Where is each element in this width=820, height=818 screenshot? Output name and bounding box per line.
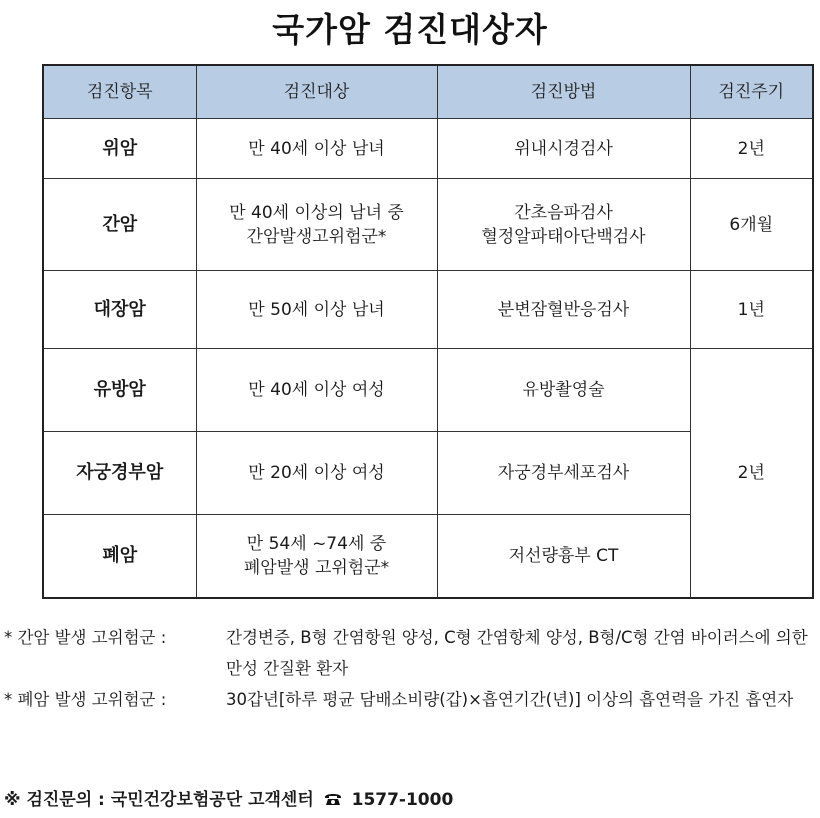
header-method: 검진방법 [437, 65, 690, 119]
target-line: 만 54세 ~74세 중 [246, 533, 387, 554]
method-line: 위내시경검사 [514, 138, 613, 159]
method-cell [437, 271, 690, 349]
contact-line [4, 785, 453, 810]
method-line: 저선량흉부 CT [508, 545, 619, 566]
header-cycle: 검진주기 [690, 65, 813, 119]
footnote-label: * 폐암 발생 고위험군 : [4, 690, 167, 709]
item-cell: 위암 [43, 119, 196, 179]
footnote-text: 30갑년[하루 평균 담배소비량(갑)×흡연기간(년)] 이상의 흡연력을 가진 흡연자 [226, 690, 794, 709]
target-cell [196, 432, 437, 515]
target-line: 만 40세 이상 여성 [248, 380, 385, 400]
telephone-icon [324, 791, 342, 805]
item-cell: 폐암 [43, 515, 196, 598]
method-cell [437, 179, 690, 271]
target-cell [196, 119, 437, 179]
target-line: 폐암발생 고위험군* [243, 557, 390, 578]
method-cell [437, 515, 690, 598]
item-cell: 대장암 [43, 271, 196, 349]
footnote-liver [4, 622, 816, 684]
target-line: 만 50세 이상 남녀 [248, 299, 385, 320]
target-line: 만 20세 이상 여성 [248, 463, 385, 483]
method-cell [437, 119, 690, 179]
contact-prefix: ※ 검진문의 : 국민건강보험공단 고객센터 [4, 790, 314, 810]
target-line: 간암발생고위험군* [246, 226, 387, 247]
footnote-label: * 간암 발생 고위험군 : [4, 628, 167, 647]
table-row-breast [43, 349, 813, 432]
item-cell: 간암 [43, 179, 196, 271]
footnote-lung [4, 684, 816, 715]
method-cell [437, 432, 690, 515]
footnotes [4, 622, 816, 715]
header-target: 검진대상 [196, 65, 437, 119]
contact-phone: 1577-1000 [351, 790, 454, 810]
method-line: 간초음파검사 [514, 202, 613, 223]
method-cell [437, 349, 690, 432]
target-cell [196, 515, 437, 598]
target-cell [196, 179, 437, 271]
target-line: 만 40세 이상의 남녀 중 [229, 202, 404, 223]
header-item: 검진항목 [43, 65, 196, 119]
target-line: 만 40세 이상 남녀 [248, 138, 385, 159]
item-cell: 유방암 [43, 349, 196, 432]
method-line: 유방촬영술 [522, 380, 605, 400]
method-line: 자궁경부세포검사 [497, 463, 630, 483]
page-title: 국가암 검진대상자 [272, 10, 548, 49]
cycle-cell: 1년 [690, 271, 813, 349]
table-header-row [43, 65, 813, 119]
target-cell [196, 271, 437, 349]
table-row-colorectal [43, 271, 813, 349]
cycle-cell: 6개월 [690, 179, 813, 271]
target-cell [196, 349, 437, 432]
table-row-stomach [43, 119, 813, 179]
method-line: 분변잠혈반응검사 [497, 299, 630, 320]
footnote-text: 간경변증, B형 간염항원 양성, C형 간염항체 양성, B형/C형 간염 바이러스에 의한 만성 간질환 환자 [226, 628, 808, 678]
method-line: 혈정알파태아단백검사 [481, 226, 646, 247]
cycle-cell: 2년 [690, 119, 813, 179]
item-cell: 자궁경부암 [43, 432, 196, 515]
cycle-cell-merged: 2년 [690, 349, 813, 598]
screening-table [42, 64, 814, 599]
table-row-liver [43, 179, 813, 271]
